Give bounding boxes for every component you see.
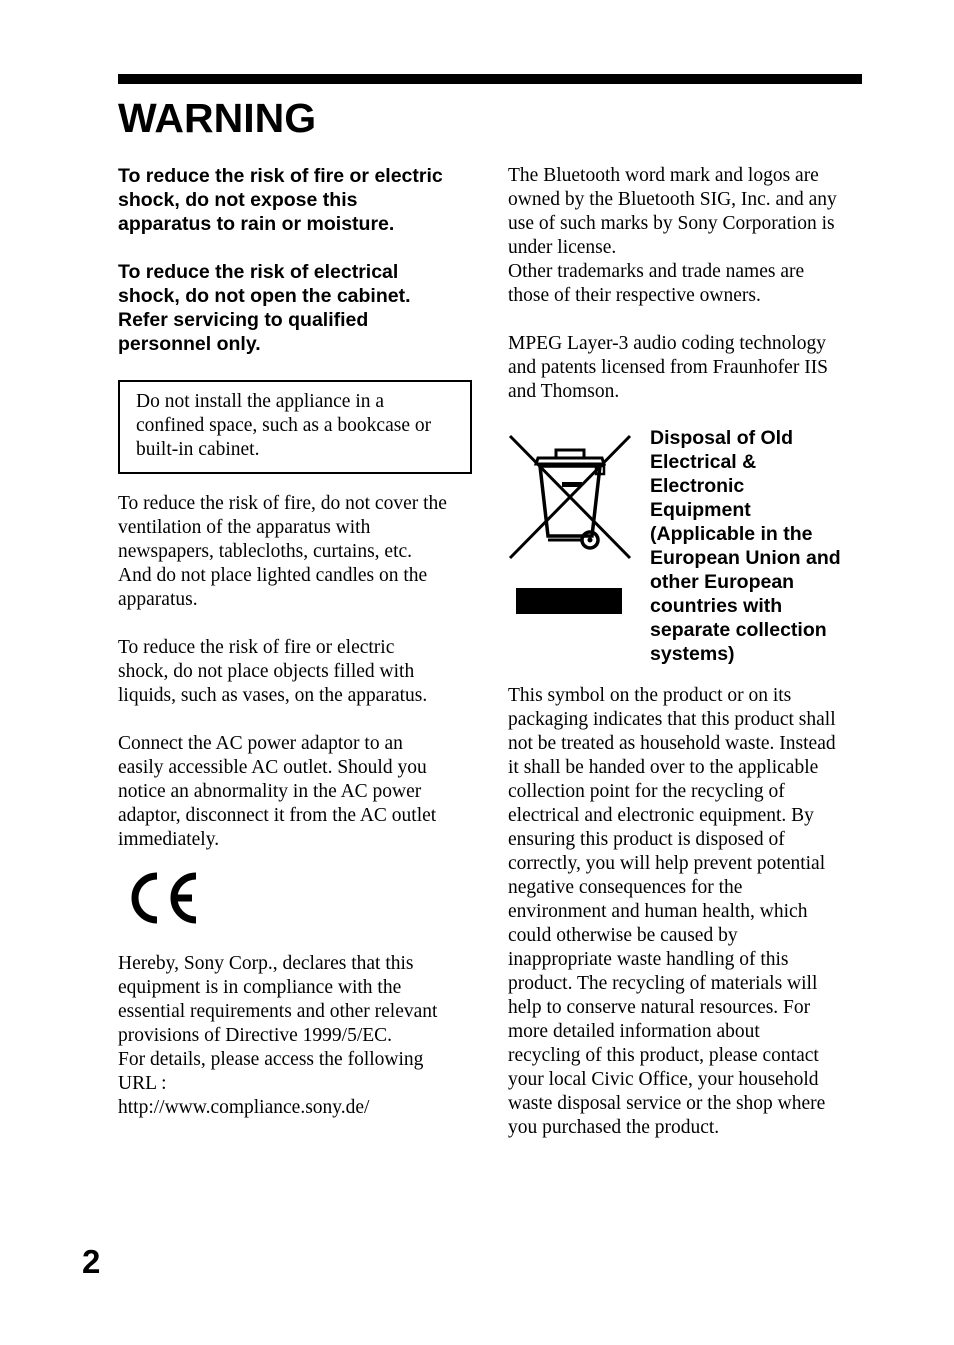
header-rule — [118, 74, 862, 84]
text-line: environment and human health, which — [508, 901, 808, 922]
declaration-paragraph — [118, 952, 474, 1120]
warning-cabinet — [118, 260, 474, 356]
ventilation-paragraph — [118, 492, 474, 612]
text-line: Electrical & — [650, 451, 757, 473]
text-line: under license. — [508, 237, 617, 258]
text-line: easily accessible AC outlet. Should you — [118, 757, 427, 778]
text-line: product. The recycling of materials will — [508, 973, 818, 994]
text-line: shock, do not place objects filled with — [118, 661, 415, 682]
text-line: collection point for the recycling of — [508, 781, 785, 802]
text-line: negative consequences for the — [508, 877, 743, 898]
text-line: waste disposal service or the shop where — [508, 1093, 826, 1114]
text-line: and patents licensed from Fraunhofer IIS — [508, 357, 829, 378]
text-line: URL : — [118, 1073, 167, 1094]
text-line: Other trademarks and trade names are — [508, 261, 805, 282]
text-line: recycling of this product, please contact — [508, 1045, 819, 1066]
text-line: To reduce the risk of fire or electric — [118, 637, 395, 658]
text-line: immediately. — [118, 829, 220, 850]
text-line: (Applicable in the — [650, 523, 813, 545]
liquids-paragraph — [118, 636, 474, 708]
right-column — [508, 164, 864, 1164]
page-title: WARNING — [118, 95, 317, 141]
text-line: use of such marks by Sony Corporation is — [508, 213, 835, 234]
text-line: could otherwise be caused by — [508, 925, 738, 946]
text-line: correctly, you will help prevent potential — [508, 853, 826, 874]
text-line: systems) — [650, 643, 735, 665]
text-line: ventilation of the apparatus with — [118, 517, 371, 538]
text-line: separate collection — [650, 619, 827, 641]
ac-adaptor-paragraph — [118, 732, 474, 852]
text-line: notice an abnormality in the AC power — [118, 781, 422, 802]
text-line: This symbol on the product or on its — [508, 685, 792, 706]
ce-mark-icon — [124, 870, 200, 926]
text-line: electrical and electronic equipment. By — [508, 805, 814, 826]
text-line: provisions of Directive 1999/5/EC. — [118, 1025, 393, 1046]
text-line: not be treated as household waste. Instead — [508, 733, 836, 754]
text-line: The Bluetooth word mark and logos are — [508, 165, 819, 186]
text-line: you purchased the product. — [508, 1117, 720, 1138]
text-line: help to conserve natural resources. For — [508, 997, 811, 1018]
text-line: Hereby, Sony Corp., declares that this — [118, 953, 414, 974]
text-line: confined space, such as a bookcase or — [136, 415, 432, 436]
text-line: more detailed information about — [508, 1021, 760, 1042]
text-line: shock, do not expose this — [118, 189, 358, 211]
text-line: To reduce the risk of electrical — [118, 261, 399, 283]
text-line: and Thomson. — [508, 381, 620, 402]
text-line: those of their respective owners. — [508, 285, 761, 306]
text-line: built-in cabinet. — [136, 439, 260, 460]
text-line: liquids, such as vases, on the apparatus. — [118, 685, 428, 706]
text-line: Electronic — [650, 475, 745, 497]
compliance-url[interactable]: http://www.compliance.sony.de/ — [118, 1097, 370, 1118]
text-line: For details, please access the following — [118, 1049, 424, 1070]
text-line: To reduce the risk of fire or electric — [118, 165, 443, 187]
text-line: countries with — [650, 595, 783, 617]
disposal-section — [508, 428, 864, 674]
text-line: essential requirements and other relevant — [118, 1001, 438, 1022]
text-line: owned by the Bluetooth SIG, Inc. and any — [508, 189, 837, 210]
text-line: ensuring this product is disposed of — [508, 829, 785, 850]
disposal-paragraph — [508, 684, 864, 1140]
text-line: European Union and — [650, 547, 841, 569]
trademark-paragraph — [508, 164, 864, 308]
text-line: newspapers, tablecloths, curtains, etc. — [118, 541, 413, 562]
text-line: equipment is in compliance with the — [118, 977, 402, 998]
text-line: apparatus. — [118, 589, 198, 610]
left-column — [118, 164, 474, 1144]
text-line: apparatus to rain or moisture. — [118, 213, 395, 235]
text-line: adaptor, disconnect it from the AC outlet — [118, 805, 437, 826]
crossed-out-wheelie-bin-icon — [508, 432, 632, 618]
installation-notice — [136, 390, 454, 462]
text-line: Connect the AC power adaptor to an — [118, 733, 403, 754]
disposal-heading — [650, 426, 864, 666]
text-line: Disposal of Old — [650, 427, 794, 449]
warning-moisture — [118, 164, 474, 236]
text-line: packaging indicates that this product shall — [508, 709, 836, 730]
text-line: other European — [650, 571, 795, 593]
text-line: your local Civic Office, your household — [508, 1069, 819, 1090]
text-line: Refer servicing to qualified — [118, 309, 369, 331]
text-line: personnel only. — [118, 333, 261, 355]
text-line: it shall be handed over to the applicable — [508, 757, 819, 778]
mpeg-paragraph — [508, 332, 864, 404]
text-line: inappropriate waste handling of this — [508, 949, 789, 970]
text-line: shock, do not open the cabinet. — [118, 285, 411, 307]
text-line: Equipment — [650, 499, 751, 521]
text-line: Do not install the appliance in a — [136, 391, 385, 412]
installation-notice-box — [118, 380, 472, 474]
page-number: 2 — [82, 1243, 101, 1280]
text-line: To reduce the risk of fire, do not cover the — [118, 493, 447, 514]
text-line: And do not place lighted candles on the — [118, 565, 428, 586]
text-line: MPEG Layer-3 audio coding technology — [508, 333, 827, 354]
